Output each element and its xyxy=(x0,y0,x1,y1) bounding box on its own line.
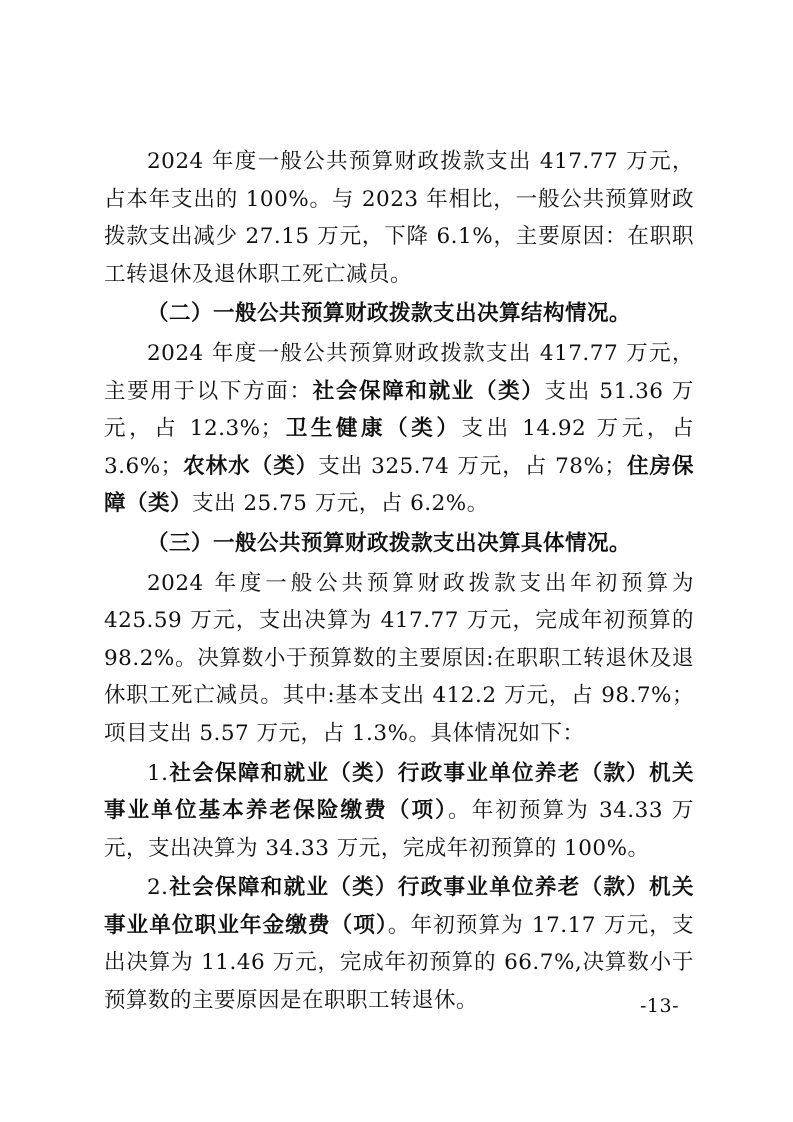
list-item-text: 。年初预算为 17.17 万元，支出决算为 11.46 万元，完成年初预算的 66.7%,决算数小于预算数的主要原因是在职职工转退休。 xyxy=(104,912,694,1014)
category-detail-health: 支出 14.92 万元，占 3.6%； xyxy=(104,416,694,479)
section-heading-structure: （二）一般公共预算财政拨款支出决算结构情况。 xyxy=(147,301,632,327)
category-detail-agriculture: 支出 325.74 万元，占 78%； xyxy=(318,453,627,479)
category-detail-social-security: 支出 51.36 万元，占 12.3%； xyxy=(104,378,694,442)
category-label-agriculture: 农林水（类） xyxy=(182,453,319,479)
category-detail-housing: 支出 25.75 万元，占 6.2%。 xyxy=(192,491,489,517)
list-item-label: 社会保障和就业（类）行政事业单位养老（款）机关事业单位职业年金缴费（项） xyxy=(104,875,694,938)
list-item-label: 社会保障和就业（类）行政事业单位养老（款）机关事业单位基本养老保险缴费（项） xyxy=(104,760,694,824)
category-label-health: 卫生健康（类） xyxy=(282,416,462,442)
list-item-occupational-annuity xyxy=(104,869,694,1019)
paragraph-overview: 2024 年度一般公共预算财政拨款支出 417.77 万元，占本年支出的 100%。与 2023 年相比，一般公共预算财政拨款支出减少 27.15 万元，下降 6.1%，主要原因：在职职工转退休及退休职工死亡减员。 xyxy=(104,149,694,287)
category-label-social-security: 社会保障和就业（类） xyxy=(312,378,545,404)
list-item-text: 。年初预算为 34.33 万元，支出决算为 34.33 万元，完成年初预算的 100%。 xyxy=(104,798,694,861)
structure-intro: 2024 年度一般公共预算财政拨款支出 417.77 万元，主要用于以下方面： xyxy=(104,340,694,404)
page-number: -13- xyxy=(640,995,680,1017)
paragraph-details: 2024 年度一般公共预算财政拨款支出年初预算为 425.59 万元，支出决算为 417.77 万元，完成年初预算的 98.2%。决算数小于预算数的主要原因:在职职工转退休及退休职工死亡减员。其中:基本支出 412.2 万元，占 98.7%；项目支出 5.57 万元，占 1.3%。具体情况如下： xyxy=(104,570,694,746)
list-item-number: 1. xyxy=(147,760,169,786)
category-label-housing: 住房保障（类） xyxy=(104,453,694,517)
paragraph-structure xyxy=(104,335,694,523)
section-heading-details: （三）一般公共预算财政拨款支出决算具体情况。 xyxy=(147,530,632,556)
list-item-pension-insurance xyxy=(104,755,694,868)
list-item-number: 2. xyxy=(147,875,169,901)
document-body xyxy=(104,143,694,1020)
